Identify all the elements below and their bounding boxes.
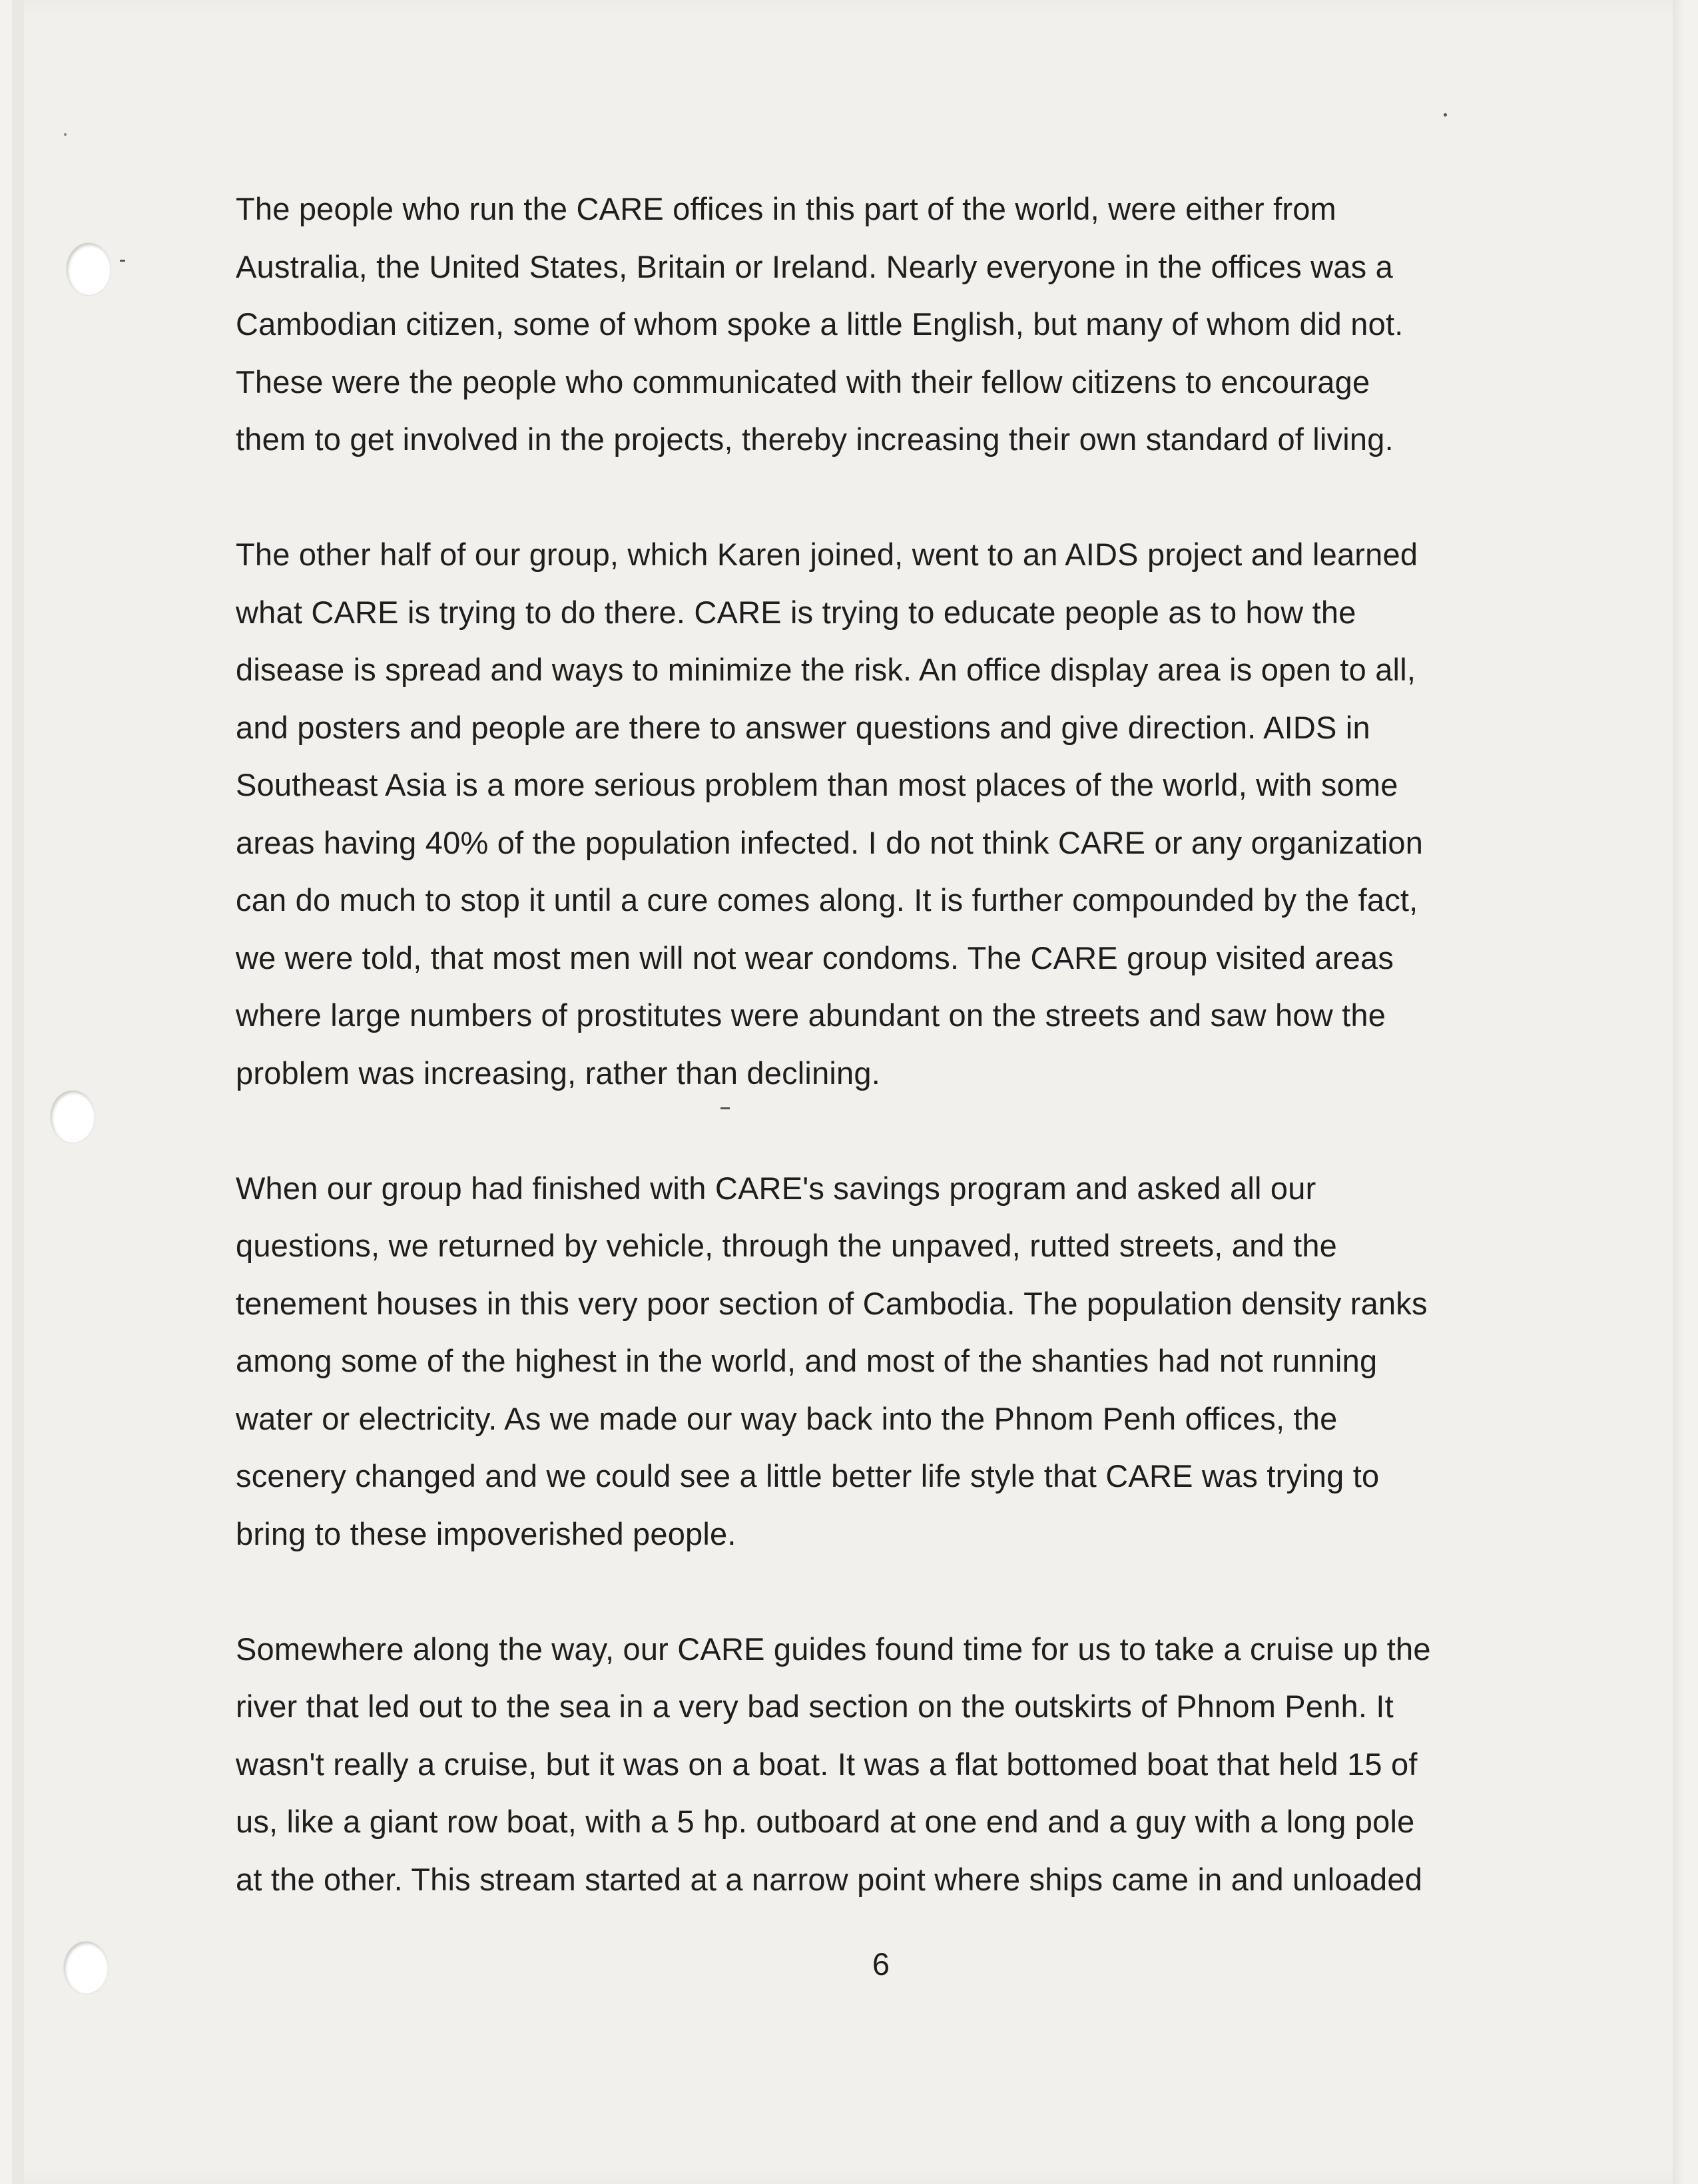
text-line: Cambodian citizen, some of whom spoke a little English, but many of whom did not.	[236, 306, 1404, 342]
scan-speck	[1444, 113, 1447, 117]
text-line: Somewhere along the way, our CARE guides found time for us to take a cruise up the	[236, 1631, 1431, 1667]
text-line: disease is spread and ways to minimize the risk. An office display area is open to all,	[236, 652, 1416, 687]
text-line: water or electricity. As we made our way back into the Phnom Penh offices, the	[236, 1400, 1338, 1436]
paragraph-4	[236, 1621, 1541, 1909]
binder-hole-bottom	[64, 1942, 108, 1994]
text-line: areas having 40% of the population infected. I do not think CARE or any organization	[236, 824, 1424, 860]
scan-speck	[120, 260, 125, 262]
text-line: bring to these impoverished people.	[236, 1515, 736, 1551]
page-left-edge	[12, 0, 24, 2184]
paragraph-3	[236, 1160, 1541, 1563]
text-line: what CARE is trying to do there. CARE is trying to educate people as to how the	[236, 594, 1356, 630]
text-line: at the other. This stream started at a narrow point where ships came in and unloaded	[236, 1861, 1423, 1897]
text-line: The people who run the CARE offices in this part of the world, were either from	[236, 191, 1336, 226]
text-line: Australia, the United States, Britain or Ireland. Nearly everyone in the offices was a	[236, 248, 1393, 284]
text-line: When our group had finished with CARE's savings program and asked all our	[236, 1170, 1316, 1206]
text-line: scenery changed and we could see a little better life style that CARE was trying to	[236, 1458, 1380, 1494]
text-line: we were told, that most men will not wear condoms. The CARE group visited areas	[236, 940, 1394, 975]
text-line: tenement houses in this very poor section of Cambodia. The population density ranks	[236, 1285, 1428, 1321]
text-line: us, like a giant row boat, with a 5 hp. outboard at one end and a guy with a long pole	[236, 1804, 1415, 1839]
text-line: river that led out to the sea in a very bad section on the outskirts of Phnom Penh. It	[236, 1689, 1394, 1724]
page-right-edge	[1673, 0, 1687, 2184]
document-page	[12, 0, 1687, 2184]
text-line: Southeast Asia is a more serious problem than most places of the world, with some	[236, 767, 1398, 802]
text-line: The other half of our group, which Karen joined, went to an AIDS project and learned	[236, 537, 1418, 572]
paragraph-1	[236, 180, 1541, 469]
text-line: These were the people who communicated with their fellow citizens to encourage	[236, 364, 1370, 400]
text-line: problem was increasing, rather than declining.	[236, 1055, 880, 1091]
binder-hole-top	[67, 243, 111, 295]
scan-speck	[64, 133, 67, 136]
body-text	[236, 180, 1541, 1966]
text-line: them to get involved in the projects, thereby increasing their own standard of living.	[236, 421, 1394, 457]
text-line: questions, we returned by vehicle, through the unpaved, rutted streets, and the	[236, 1228, 1338, 1263]
text-line: where large numbers of prostitutes were abundant on the streets and saw how the	[236, 997, 1386, 1033]
page-number: 6	[872, 1946, 890, 1982]
text-line: among some of the highest in the world, and most of the shanties had not running	[236, 1343, 1378, 1378]
paragraph-2	[236, 526, 1541, 1102]
text-line: and posters and people are there to answer questions and give direction. AIDS in	[236, 709, 1370, 745]
binder-hole-middle	[51, 1091, 95, 1143]
text-line: can do much to stop it until a cure comes along. It is further compounded by the fact,	[236, 882, 1418, 918]
text-line: wasn't really a cruise, but it was on a boat. It was a flat bottomed boat that held 15 of	[236, 1746, 1418, 1782]
